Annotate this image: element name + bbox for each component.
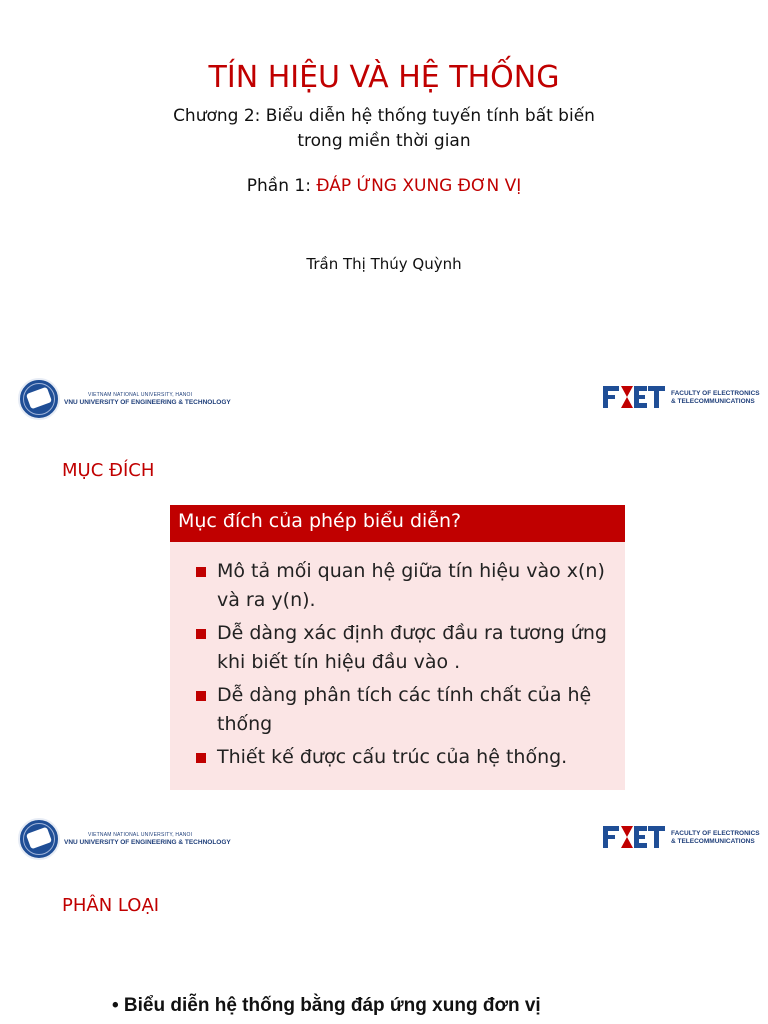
list-item (170, 557, 625, 615)
purpose-slide (0, 350, 768, 790)
section-title: PHÂN LOẠI (62, 895, 160, 916)
fet-logo-icon (603, 824, 665, 850)
classification-slide (0, 790, 768, 1024)
vnu-line-1: VIETNAM NATIONAL UNIVERSITY, HANOI (88, 392, 193, 398)
vnu-line-2: VNU UNIVERSITY OF ENGINEERING & TECHNOLOGY (64, 839, 231, 846)
fet-line-1: FACULTY OF ELECTRONICS (671, 390, 760, 397)
list-item (170, 681, 625, 739)
slide-title: TÍN HIỆU VÀ HỆ THỐNG (208, 60, 560, 95)
block-header (170, 505, 625, 542)
fet-line-2: & TELECOMMUNICATIONS (671, 838, 755, 845)
fet-line-1: FACULTY OF ELECTRONICS (671, 830, 760, 837)
list-item (170, 619, 625, 677)
purpose-block (170, 505, 625, 790)
vnu-name (64, 832, 231, 846)
title-slide (0, 0, 768, 350)
part-title: ĐÁP ỨNG XUNG ĐƠN VỊ (316, 176, 522, 196)
slide-subtitle (0, 104, 768, 154)
vnu-line-2: VNU UNIVERSITY OF ENGINEERING & TECHNOLOGY (64, 399, 231, 406)
block-title: Mục đích của phép biểu diễn? (178, 510, 462, 532)
vnu-name (64, 392, 231, 406)
part-prefix: Phần 1: (246, 176, 317, 196)
bullet-square-icon (196, 629, 206, 639)
list-item-text: Mô tả mối quan hệ giữa tín hiệu vào x(n) và ra y(n). (217, 560, 605, 611)
part-heading (0, 176, 768, 196)
list-item-text: Dễ dàng phân tích các tính chất của hệ thống (217, 684, 592, 735)
fet-name (671, 830, 760, 846)
vnu-logo-icon (18, 818, 60, 860)
bullet-square-icon (196, 567, 206, 577)
vnu-logo-icon (18, 378, 60, 420)
author-name: Trần Thị Thúy Quỳnh (306, 255, 462, 273)
subtitle-line-2: trong miền thời gian (297, 131, 471, 151)
slide-header (0, 816, 768, 862)
classification-bullet: • Biểu diễn hệ thống bằng đáp ứng xung đơn vị (112, 995, 541, 1016)
bullet-list (170, 557, 625, 776)
list-item-text: Thiết kế được cấu trúc của hệ thống. (217, 746, 568, 768)
vnu-line-1: VIETNAM NATIONAL UNIVERSITY, HANOI (88, 832, 193, 838)
list-item (170, 743, 625, 772)
fet-logo-icon (603, 384, 665, 410)
bullet-square-icon (196, 691, 206, 701)
bullet-square-icon (196, 753, 206, 763)
subtitle-line-1: Chương 2: Biểu diễn hệ thống tuyến tính bất biến (173, 106, 595, 126)
section-title: MỤC ĐÍCH (62, 460, 155, 481)
slide-header (0, 376, 768, 422)
fet-name (671, 390, 760, 406)
fet-line-2: & TELECOMMUNICATIONS (671, 398, 755, 405)
list-item-text: Dễ dàng xác định được đầu ra tương ứng khi biết tín hiệu đầu vào . (217, 622, 607, 673)
